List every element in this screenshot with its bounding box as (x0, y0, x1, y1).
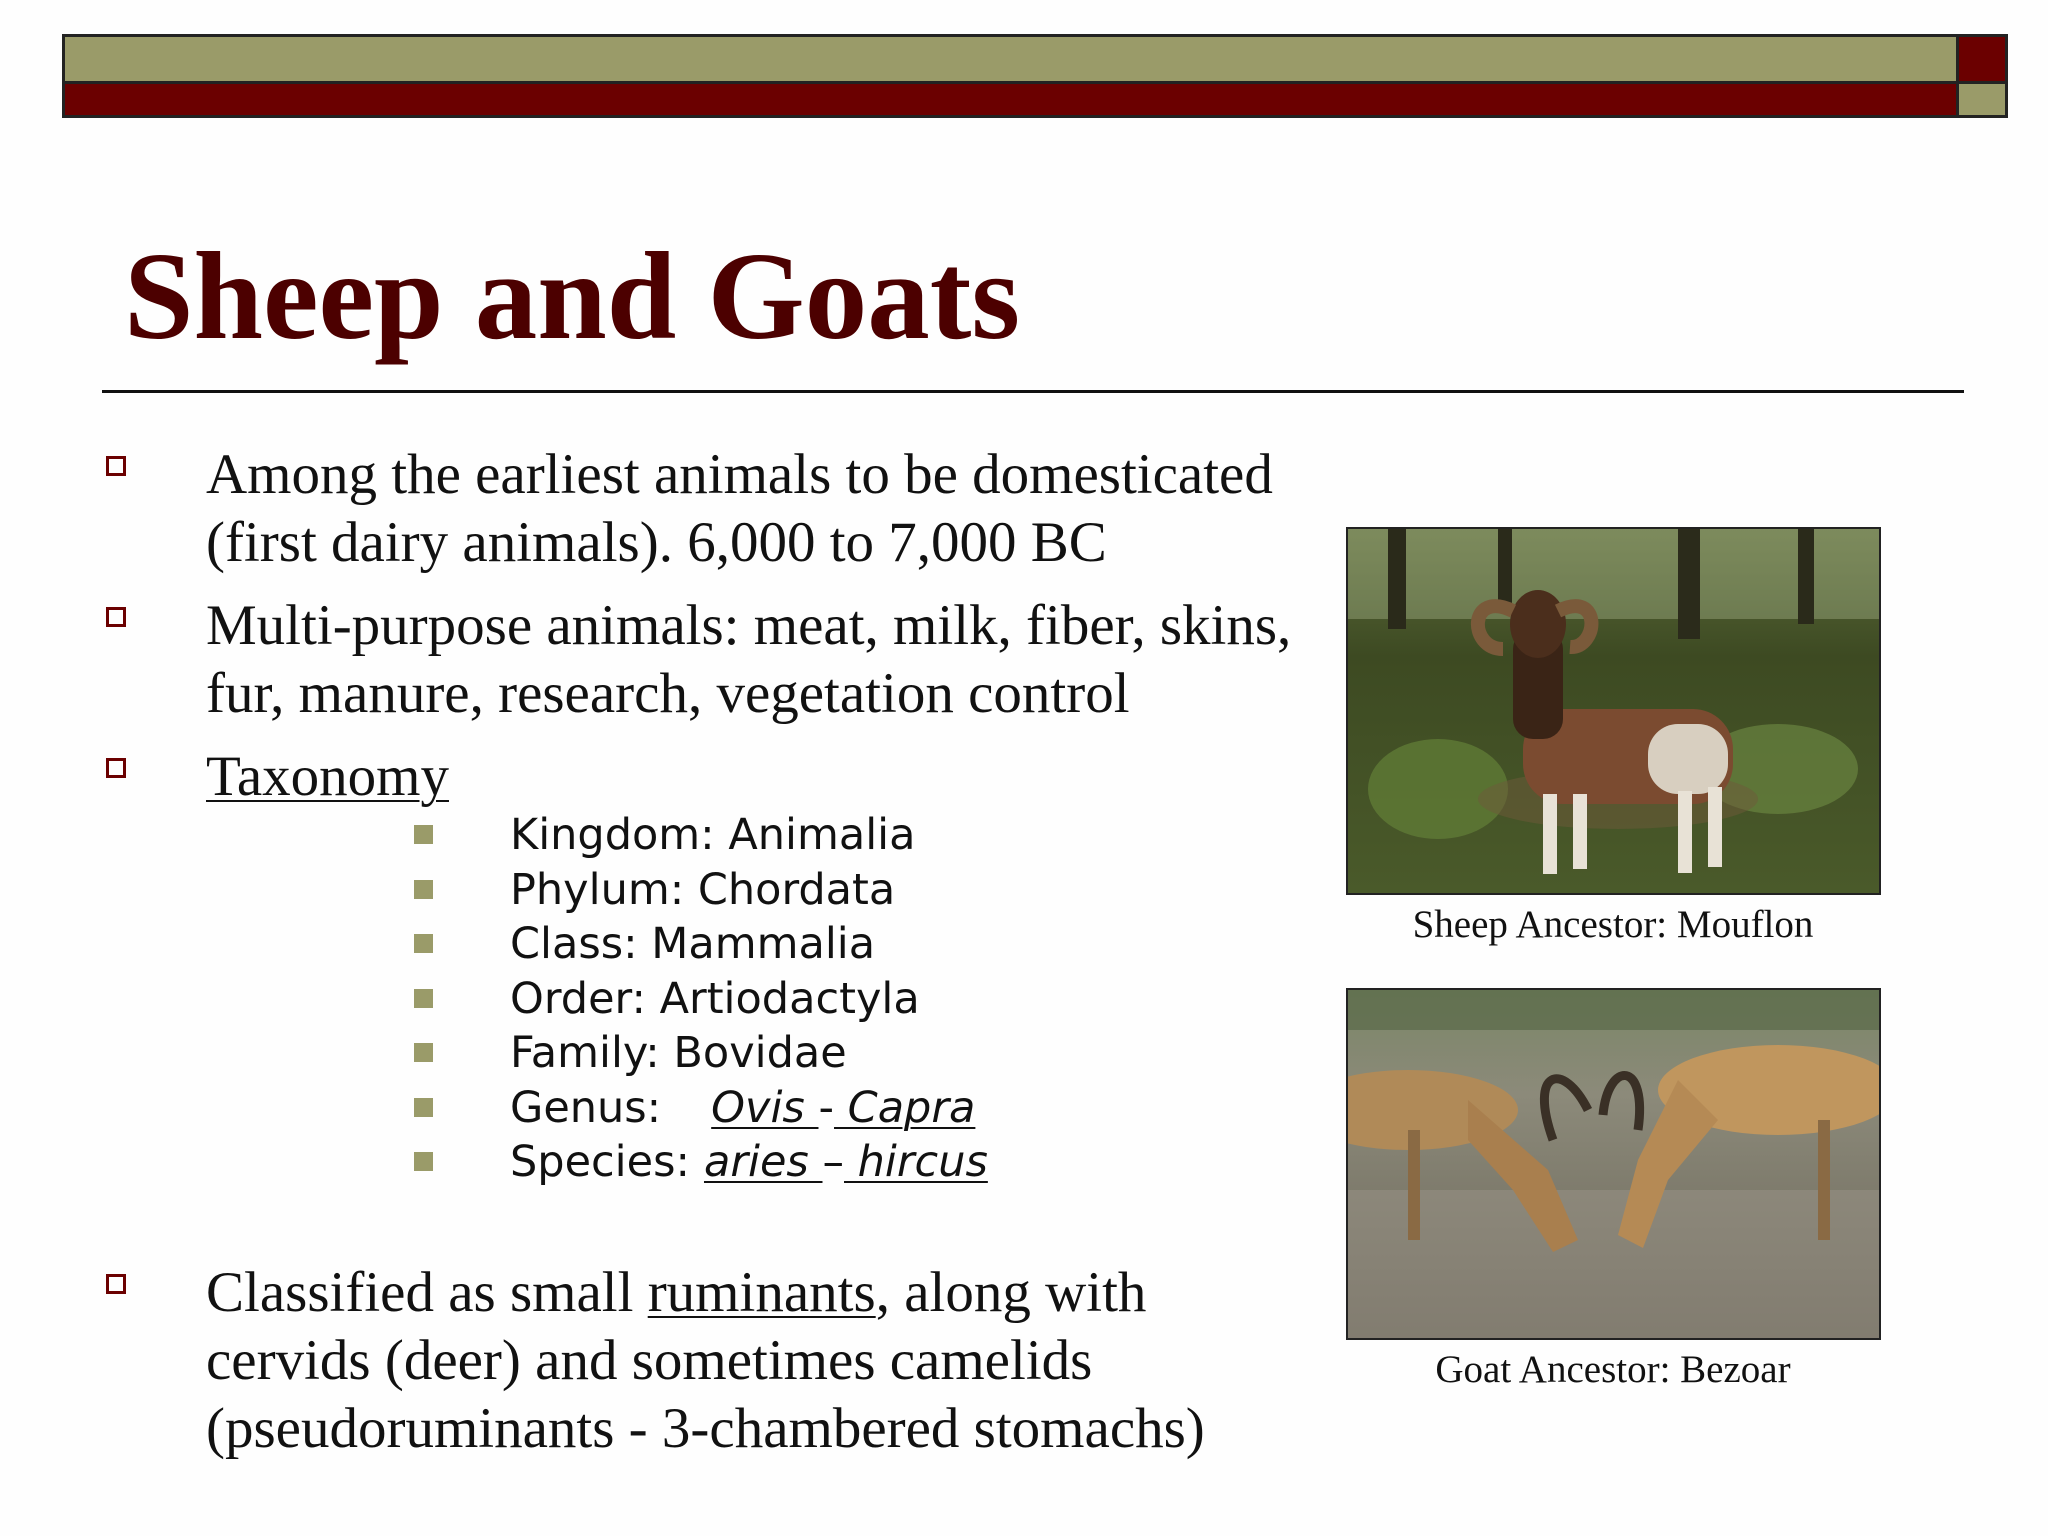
species-aries-link[interactable]: aries (703, 1137, 823, 1187)
taxonomy-item (414, 1081, 988, 1136)
species-separator: – (822, 1137, 844, 1187)
bullet-ruminants (206, 1259, 1356, 1463)
header-corner-maroon (1956, 34, 2008, 84)
taxonomy-family: Family: Bovidae (510, 1028, 847, 1078)
genus-separator: - (818, 1082, 835, 1133)
header-band-maroon (62, 84, 1959, 118)
sub-bullet-square-icon (414, 1043, 433, 1062)
mouflon-illustration (1348, 529, 1879, 893)
header-band-olive (62, 34, 1959, 84)
taxonomy-item (414, 863, 988, 918)
taxonomy-item (414, 1026, 988, 1081)
species-hircus-link[interactable]: hircus (844, 1137, 988, 1187)
bezoar-illustration (1348, 990, 1879, 1338)
sub-bullet-square-icon (414, 989, 433, 1008)
species-label: Species: (510, 1137, 690, 1187)
bullet-text: Classified as small (206, 1261, 648, 1324)
bullet-square-icon (106, 607, 126, 627)
taxonomy-item (414, 808, 988, 863)
sub-bullet-square-icon (414, 1152, 433, 1171)
bullet-line: (pseudoruminants - 3-chambered stomachs) (206, 1397, 1205, 1460)
slide-title: Sheep and Goats (124, 228, 1021, 366)
mouflon-photo (1346, 527, 1881, 895)
bullet-line: (first dairy animals). 6,000 to 7,000 BC (206, 511, 1107, 574)
bullet-square-icon (106, 1274, 126, 1294)
taxonomy-order: Order: Artiodactyla (510, 973, 920, 1024)
taxonomy-list (414, 808, 988, 1190)
bullet-multipurpose (206, 592, 1356, 728)
bullet-line (206, 1259, 1356, 1327)
sub-bullet-square-icon (414, 1098, 433, 1117)
sub-bullet-square-icon (414, 825, 433, 844)
bezoar-caption: Goat Ancestor: Bezoar (1435, 1348, 1791, 1391)
taxonomy-item (414, 1135, 988, 1190)
taxonomy-kingdom: Kingdom: Animalia (510, 810, 916, 860)
bullet-taxonomy (206, 743, 1356, 811)
bezoar-photo (1346, 988, 1881, 1340)
taxonomy-phylum: Phylum: Chordata (510, 864, 896, 915)
genus-label: Genus: (510, 1082, 662, 1133)
taxonomy-item (414, 917, 988, 972)
bullet-square-icon (106, 758, 126, 778)
bullet-domestication (206, 441, 1356, 577)
header-corner-olive (1956, 84, 2008, 118)
ruminants-link[interactable]: ruminants (647, 1261, 876, 1324)
sub-bullet-square-icon (414, 880, 433, 899)
bullet-line: Among the earliest animals to be domesticated (206, 443, 1273, 506)
sub-bullet-square-icon (414, 934, 433, 953)
taxonomy-class: Class: Mammalia (510, 919, 876, 969)
bullet-line: cervids (deer) and sometimes camelids (206, 1329, 1093, 1392)
bullet-text: , along with (875, 1261, 1147, 1324)
taxonomy-item (414, 972, 988, 1027)
genus-capra-link[interactable]: Capra (834, 1082, 976, 1133)
mouflon-caption: Sheep Ancestor: Mouflon (1412, 903, 1814, 946)
genus-ovis-link[interactable]: Ovis (711, 1082, 819, 1133)
bullet-line: Multi-purpose animals: meat, milk, fiber, skins, (206, 594, 1292, 657)
taxonomy-link[interactable]: Taxonomy (206, 745, 449, 808)
bullet-square-icon (106, 456, 126, 476)
title-divider (102, 390, 1964, 393)
bullet-line: fur, manure, research, vegetation control (206, 662, 1130, 725)
